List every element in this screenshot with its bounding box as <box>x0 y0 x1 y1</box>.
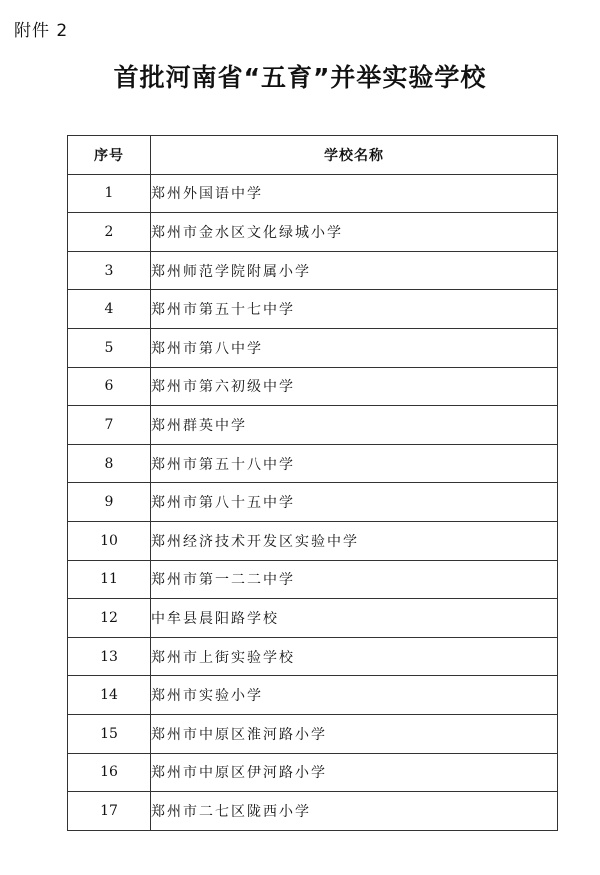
row-number: 10 <box>68 521 151 560</box>
row-number: 16 <box>68 753 151 792</box>
document-title: 首批河南省“五育”并举实验学校 <box>113 63 487 92</box>
attachment-label: 附件 2 <box>14 21 69 41</box>
school-name: 郑州群英中学 <box>151 406 558 445</box>
school-name: 郑州市二七区陇西小学 <box>151 792 558 831</box>
table-row <box>68 483 558 522</box>
table-row <box>68 367 558 406</box>
table-header-row <box>68 136 558 175</box>
school-name: 郑州市中原区伊河路小学 <box>151 753 558 792</box>
table-row <box>68 560 558 599</box>
row-number: 2 <box>68 213 151 252</box>
row-number: 11 <box>68 560 151 599</box>
table-row <box>68 676 558 715</box>
row-number: 6 <box>68 367 151 406</box>
table-row <box>68 714 558 753</box>
table-row <box>68 406 558 445</box>
row-number: 9 <box>68 483 151 522</box>
school-name: 郑州市第八十五中学 <box>151 483 558 522</box>
table-row <box>68 637 558 676</box>
row-number: 7 <box>68 406 151 445</box>
table-row <box>68 444 558 483</box>
table-row <box>68 290 558 329</box>
school-name: 郑州市第八中学 <box>151 328 558 367</box>
header-serial-number: 序号 <box>68 136 151 175</box>
school-name: 郑州经济技术开发区实验中学 <box>151 521 558 560</box>
table-row <box>68 174 558 213</box>
school-name: 郑州师范学院附属小学 <box>151 251 558 290</box>
row-number: 12 <box>68 599 151 638</box>
row-number: 17 <box>68 792 151 831</box>
school-name: 郑州市第六初级中学 <box>151 367 558 406</box>
school-name: 郑州市中原区淮河路小学 <box>151 714 558 753</box>
school-name: 郑州市第一二二中学 <box>151 560 558 599</box>
table-row <box>68 328 558 367</box>
row-number: 5 <box>68 328 151 367</box>
row-number: 1 <box>68 174 151 213</box>
school-name: 郑州市金水区文化绿城小学 <box>151 213 558 252</box>
header-school-name: 学校名称 <box>151 136 558 175</box>
table-row <box>68 792 558 831</box>
school-name: 中牟县晨阳路学校 <box>151 599 558 638</box>
table-row <box>68 521 558 560</box>
row-number: 15 <box>68 714 151 753</box>
row-number: 3 <box>68 251 151 290</box>
school-name: 郑州市第五十八中学 <box>151 444 558 483</box>
row-number: 14 <box>68 676 151 715</box>
school-name: 郑州市第五十七中学 <box>151 290 558 329</box>
row-number: 13 <box>68 637 151 676</box>
row-number: 4 <box>68 290 151 329</box>
table-row <box>68 251 558 290</box>
table-row <box>68 213 558 252</box>
school-name: 郑州市上街实验学校 <box>151 637 558 676</box>
school-name: 郑州市实验小学 <box>151 676 558 715</box>
table-row <box>68 599 558 638</box>
table-row <box>68 753 558 792</box>
row-number: 8 <box>68 444 151 483</box>
school-table <box>67 135 558 831</box>
school-name: 郑州外国语中学 <box>151 174 558 213</box>
